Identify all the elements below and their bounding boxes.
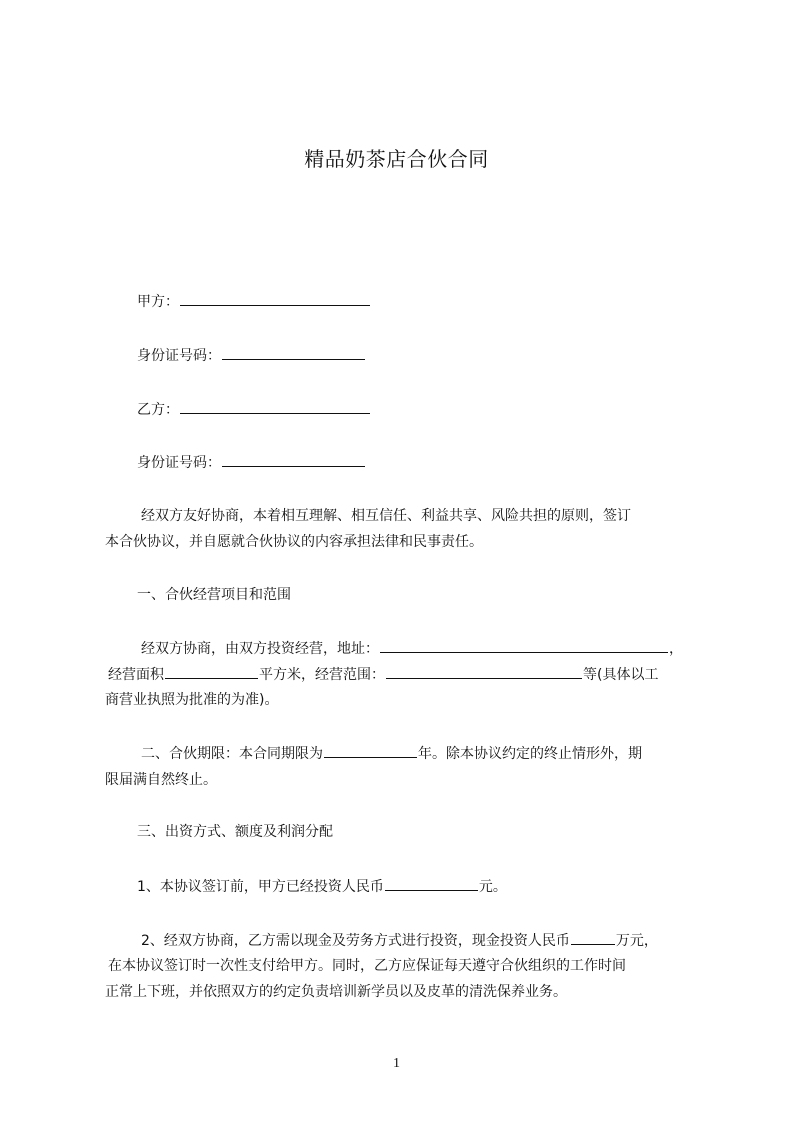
scope-label: 平方米，经营范围： (259, 667, 385, 683)
section-1-line-3: 商营业执照为批准的为准)。 (105, 692, 279, 708)
address-suffix: ， (669, 641, 683, 657)
party-b-line (137, 400, 371, 419)
party-b-id-line (137, 453, 366, 472)
section-1-line-2 (108, 665, 658, 684)
address-blank[interactable] (380, 639, 668, 653)
section-1-heading: 一、合伙经营项目和范围 (137, 587, 291, 603)
page-number: 1 (393, 1056, 400, 1071)
section-1-line-1 (141, 639, 683, 658)
party-b-label: 乙方： (137, 402, 179, 418)
item-1-label: 1、本协议签订前，甲方已经投资人民币 (137, 879, 384, 895)
term-blank[interactable] (324, 744, 417, 758)
preamble-line-2: 本合伙协议，并自愿就合伙协议的内容承担法律和民事责任。 (105, 534, 483, 550)
party-a-id-blank[interactable] (222, 346, 365, 360)
party-a-line (137, 292, 371, 311)
document-title: 精品奶茶店合伙合同 (304, 147, 489, 171)
preamble-line-1: 经双方友好协商，本着相互理解、相互信任、利益共享、风险共担的原则，签订 (141, 508, 631, 524)
section-3-item-2-line-3: 正常上下班，并依照双方的约定负责培训新学员以及皮革的清洗保养业务。 (105, 984, 567, 1000)
section-3-item-2-line-1 (141, 931, 658, 950)
section-3-item-1 (137, 877, 507, 896)
section-3-heading: 三、出资方式、额度及利润分配 (137, 824, 333, 840)
section-3-item-2-line-2: 在本协议签订时一次性支付给甲方。同时，乙方应保证每天遵守合伙组织的工作时间 (108, 958, 626, 974)
party-b-id-blank[interactable] (222, 453, 365, 467)
item-1-amount-blank[interactable] (385, 877, 478, 891)
party-b-id-label: 身份证号码： (137, 455, 221, 471)
party-a-blank[interactable] (180, 292, 370, 306)
item-1-suffix: 元。 (478, 879, 507, 895)
party-b-blank[interactable] (180, 400, 370, 414)
item-2-amount-blank[interactable] (571, 931, 615, 945)
item-2-label: 2、经双方协商，乙方需以现金及劳务方式进行投资，现金投资人民币 (141, 933, 570, 949)
term-suffix: 年。除本协议约定的终止情形外，期 (418, 746, 642, 762)
area-blank[interactable] (165, 665, 258, 679)
item-2-suffix: 万元， (615, 933, 658, 949)
area-label: 经营面积 (108, 667, 164, 683)
section-2-line-2: 限届满自然终止。 (105, 772, 217, 788)
term-label: 二、合伙期限：本合同期限为 (141, 746, 323, 762)
address-label: 经双方协商，由双方投资经营，地址： (141, 641, 379, 657)
section-2-line-1 (141, 744, 642, 763)
party-a-id-line (137, 346, 366, 365)
party-a-label: 甲方： (137, 294, 179, 310)
scope-suffix: 等(具体以工 (583, 667, 659, 683)
scope-blank[interactable] (386, 665, 582, 679)
party-a-id-label: 身份证号码： (137, 348, 221, 364)
